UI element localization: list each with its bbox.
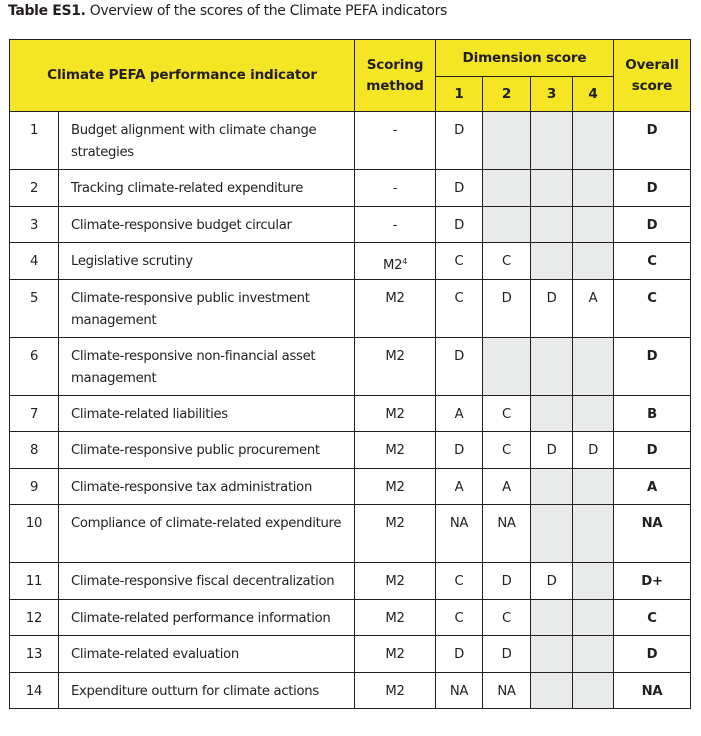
dimension-3-score	[531, 396, 573, 432]
scoring-method	[355, 396, 436, 432]
scoring-method-value: M2	[385, 647, 405, 662]
scoring-method	[355, 636, 436, 673]
dimension-2-score	[483, 112, 531, 170]
indicator-number: 12	[10, 600, 59, 636]
dimension-3-score	[531, 207, 573, 243]
overall-score: D	[614, 338, 691, 396]
indicator-name: Climate-responsive non-financial asset management	[59, 338, 355, 396]
dimension-3-score	[531, 600, 573, 636]
climate-pefa-scores-table	[9, 39, 691, 709]
dimension-1-score: C	[436, 600, 483, 636]
dimension-3-score	[531, 112, 573, 170]
dimension-1-score: D	[436, 170, 483, 207]
table-body	[10, 112, 691, 709]
dimension-4-score	[573, 563, 614, 600]
dimension-3-score	[531, 673, 573, 709]
dimension-2-score	[483, 207, 531, 243]
table-caption-text: Overview of the scores of the Climate PEFA indicators	[85, 3, 447, 19]
dimension-2-score	[483, 170, 531, 207]
indicator-number: 11	[10, 563, 59, 600]
header-scoring-method: Scoring method	[355, 40, 436, 112]
scoring-method	[355, 338, 436, 396]
header-dimension-score: Dimension score	[436, 40, 614, 77]
indicator-name: Climate-responsive budget circular	[59, 207, 355, 243]
table-row	[10, 563, 691, 600]
table-row	[10, 207, 691, 243]
scoring-method	[355, 280, 436, 338]
indicator-number: 4	[10, 243, 59, 280]
dimension-3-score: D	[531, 280, 573, 338]
dimension-3-score: D	[531, 563, 573, 600]
dimension-4-score	[573, 469, 614, 505]
overall-score: D	[614, 112, 691, 170]
table-row	[10, 396, 691, 432]
dimension-1-score: D	[436, 207, 483, 243]
dimension-1-score: NA	[436, 673, 483, 709]
table-row	[10, 243, 691, 280]
table-row	[10, 469, 691, 505]
dimension-4-score	[573, 170, 614, 207]
overall-score: C	[614, 280, 691, 338]
overall-score: B	[614, 396, 691, 432]
dimension-2-score: D	[483, 636, 531, 673]
scoring-method-value: -	[392, 123, 398, 138]
dimension-4-score	[573, 243, 614, 280]
indicator-number: 13	[10, 636, 59, 673]
scoring-method	[355, 207, 436, 243]
header-row-top	[10, 40, 691, 77]
table-caption-label: Table ES1.	[8, 3, 86, 19]
indicator-name: Tracking climate-related expenditure	[59, 170, 355, 207]
indicator-number: 3	[10, 207, 59, 243]
table-row	[10, 432, 691, 469]
table-row	[10, 170, 691, 207]
scoring-method-value: M2	[385, 516, 405, 531]
dimension-1-score: D	[436, 432, 483, 469]
indicator-name: Budget alignment with climate change strategies	[59, 112, 355, 170]
dimension-2-score: C	[483, 432, 531, 469]
scoring-method-value: M2	[385, 574, 405, 589]
dimension-3-score: D	[531, 432, 573, 469]
indicator-name: Climate-responsive public investment management	[59, 280, 355, 338]
header-dimension-3: 3	[531, 77, 573, 112]
overall-score: C	[614, 243, 691, 280]
dimension-3-score	[531, 469, 573, 505]
scoring-method-value: M2	[385, 611, 405, 626]
scoring-method-value: -	[392, 218, 398, 233]
dimension-1-score: C	[436, 280, 483, 338]
dimension-1-score: NA	[436, 505, 483, 563]
table-row	[10, 338, 691, 396]
scoring-method	[355, 170, 436, 207]
indicator-name: Compliance of climate-related expenditure	[59, 505, 355, 563]
dimension-2-score	[483, 338, 531, 396]
scoring-method	[355, 469, 436, 505]
scoring-method-value: M2	[383, 258, 403, 273]
scoring-method-value: -	[392, 181, 398, 196]
dimension-2-score: D	[483, 280, 531, 338]
table-caption	[8, 3, 447, 19]
scoring-method	[355, 505, 436, 563]
indicator-number: 8	[10, 432, 59, 469]
dimension-2-score: C	[483, 600, 531, 636]
scoring-method	[355, 112, 436, 170]
dimension-4-score	[573, 673, 614, 709]
dimension-1-score: D	[436, 636, 483, 673]
dimension-4-score	[573, 112, 614, 170]
dimension-1-score: D	[436, 338, 483, 396]
dimension-2-score: D	[483, 563, 531, 600]
indicator-name: Climate-related performance information	[59, 600, 355, 636]
indicator-name: Climate-related evaluation	[59, 636, 355, 673]
scoring-method-value: M2	[385, 480, 405, 495]
dimension-1-score: C	[436, 563, 483, 600]
scoring-method	[355, 600, 436, 636]
dimension-3-score	[531, 505, 573, 563]
overall-score: NA	[614, 505, 691, 563]
dimension-3-score	[531, 636, 573, 673]
scoring-method-value: M2	[385, 443, 405, 458]
overall-score: D	[614, 636, 691, 673]
dimension-2-score: C	[483, 243, 531, 280]
header-dimension-4: 4	[573, 77, 614, 112]
indicator-number: 14	[10, 673, 59, 709]
overall-score: A	[614, 469, 691, 505]
dimension-3-score	[531, 338, 573, 396]
indicator-name: Expenditure outturn for climate actions	[59, 673, 355, 709]
footnote-marker: 4	[402, 257, 407, 266]
table-row	[10, 112, 691, 170]
scoring-method-value: M2	[385, 684, 405, 699]
dimension-4-score: A	[573, 280, 614, 338]
dimension-3-score	[531, 170, 573, 207]
overall-score: D	[614, 170, 691, 207]
indicator-name: Climate-responsive fiscal decentralization	[59, 563, 355, 600]
scoring-method	[355, 673, 436, 709]
header-dimension-2: 2	[483, 77, 531, 112]
dimension-2-score: NA	[483, 673, 531, 709]
table-row	[10, 636, 691, 673]
table-row	[10, 505, 691, 563]
table-row	[10, 673, 691, 709]
dimension-4-score	[573, 636, 614, 673]
indicator-name: Climate-responsive public procurement	[59, 432, 355, 469]
dimension-2-score: C	[483, 396, 531, 432]
header-overall-score: Overall score	[614, 40, 691, 112]
overall-score: D	[614, 432, 691, 469]
scoring-method-value: M2	[385, 407, 405, 422]
overall-score: D	[614, 207, 691, 243]
header-dimension-1: 1	[436, 77, 483, 112]
dimension-1-score: C	[436, 243, 483, 280]
dimension-4-score: D	[573, 432, 614, 469]
dimension-4-score	[573, 338, 614, 396]
indicator-number: 10	[10, 505, 59, 563]
dimension-4-score	[573, 207, 614, 243]
dimension-2-score: A	[483, 469, 531, 505]
header-indicator: Climate PEFA performance indicator	[10, 40, 355, 112]
scoring-method-value: M2	[385, 291, 405, 306]
dimension-4-score	[573, 600, 614, 636]
dimension-3-score	[531, 243, 573, 280]
overall-score: D+	[614, 563, 691, 600]
indicator-name: Climate-responsive tax administration	[59, 469, 355, 505]
indicator-number: 7	[10, 396, 59, 432]
dimension-4-score	[573, 396, 614, 432]
indicator-name: Legislative scrutiny	[59, 243, 355, 280]
dimension-1-score: D	[436, 112, 483, 170]
scoring-method	[355, 432, 436, 469]
table-row	[10, 280, 691, 338]
scoring-method-value: M2	[385, 349, 405, 364]
scoring-method	[355, 563, 436, 600]
indicator-number: 2	[10, 170, 59, 207]
dimension-1-score: A	[436, 469, 483, 505]
dimension-2-score: NA	[483, 505, 531, 563]
dimension-1-score: A	[436, 396, 483, 432]
table-row	[10, 600, 691, 636]
indicator-number: 1	[10, 112, 59, 170]
indicator-number: 6	[10, 338, 59, 396]
scoring-method	[355, 243, 436, 280]
indicator-number: 9	[10, 469, 59, 505]
indicator-number: 5	[10, 280, 59, 338]
indicator-name: Climate-related liabilities	[59, 396, 355, 432]
dimension-4-score	[573, 505, 614, 563]
overall-score: NA	[614, 673, 691, 709]
overall-score: C	[614, 600, 691, 636]
